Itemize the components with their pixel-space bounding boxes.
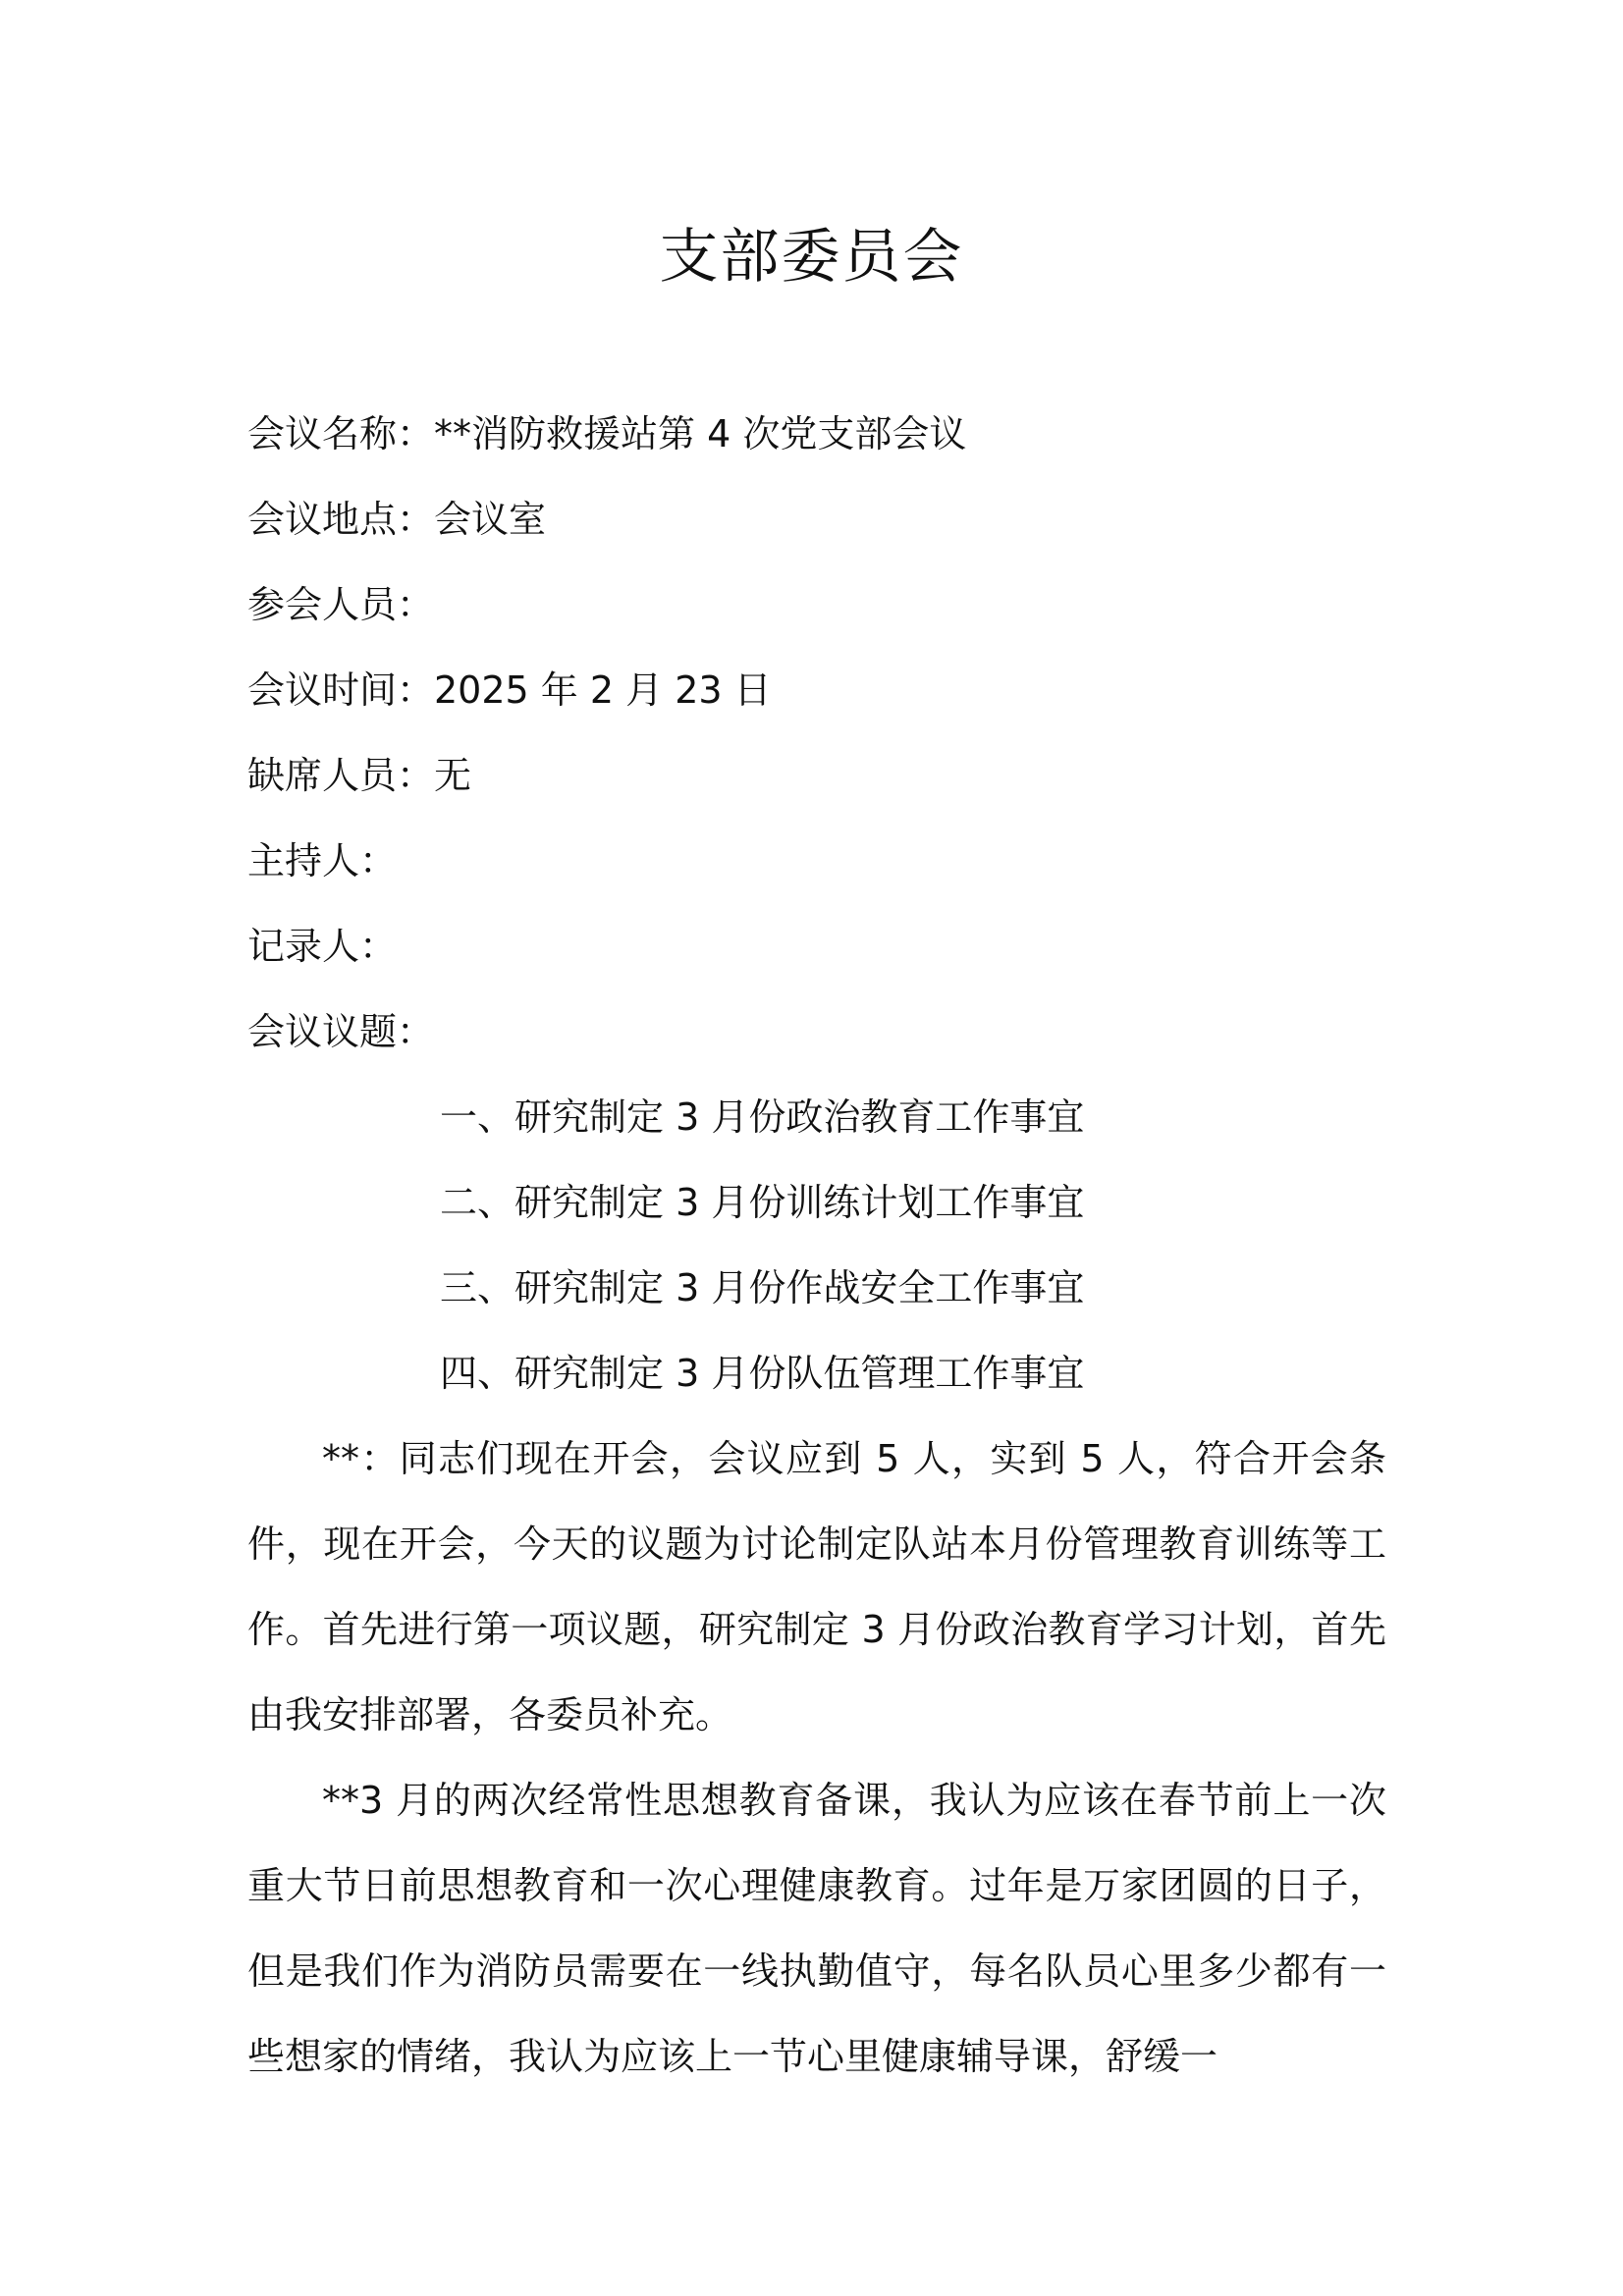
agenda-item: 二、研究制定 3 月份训练计划工作事宜	[440, 1181, 1085, 1224]
absentees-field: 缺席人员：无	[247, 754, 472, 797]
agenda-item: 一、研究制定 3 月份政治教育工作事宜	[440, 1095, 1085, 1139]
agenda-heading: 会议议题：	[247, 1010, 435, 1053]
recorder-field: 记录人：	[247, 925, 398, 968]
meeting-location-field: 会议地点：会议室	[247, 498, 547, 541]
meeting-time-field: 会议时间：2025 年 2 月 23 日	[247, 668, 772, 712]
agenda-item: 三、研究制定 3 月份作战安全工作事宜	[440, 1266, 1085, 1309]
agenda-item: 四、研究制定 3 月份队伍管理工作事宜	[440, 1352, 1085, 1395]
attendees-field: 参会人员：	[247, 583, 435, 626]
meeting-name-field: 会议名称：**消防救援站第 4 次党支部会议	[247, 412, 967, 455]
host-field: 主持人：	[247, 839, 398, 882]
body-paragraph: **：同志们现在开会，会议应到 5 人，实到 5 人，符合开会条件，现在开会，今天的议题为讨论制定队站本月份管理教育训练等工作。首先进行第一项议题，研究制定 3 月份政治教育学习计划，首先由我安排部署，各委员补充。	[247, 1437, 1386, 1736]
body-paragraph: **3 月的两次经常性思想教育备课，我认为应该在春节前上一次重大节日前思想教育和一次心理健康教育。过年是万家团圆的日子，但是我们作为消防员需要在一线执勤值守，每名队员心里多少都有一些想家的情绪，我认为应该上一节心里健康辅导课，舒缓一	[247, 1779, 1386, 2078]
document-title: 支部委员会	[659, 223, 964, 292]
